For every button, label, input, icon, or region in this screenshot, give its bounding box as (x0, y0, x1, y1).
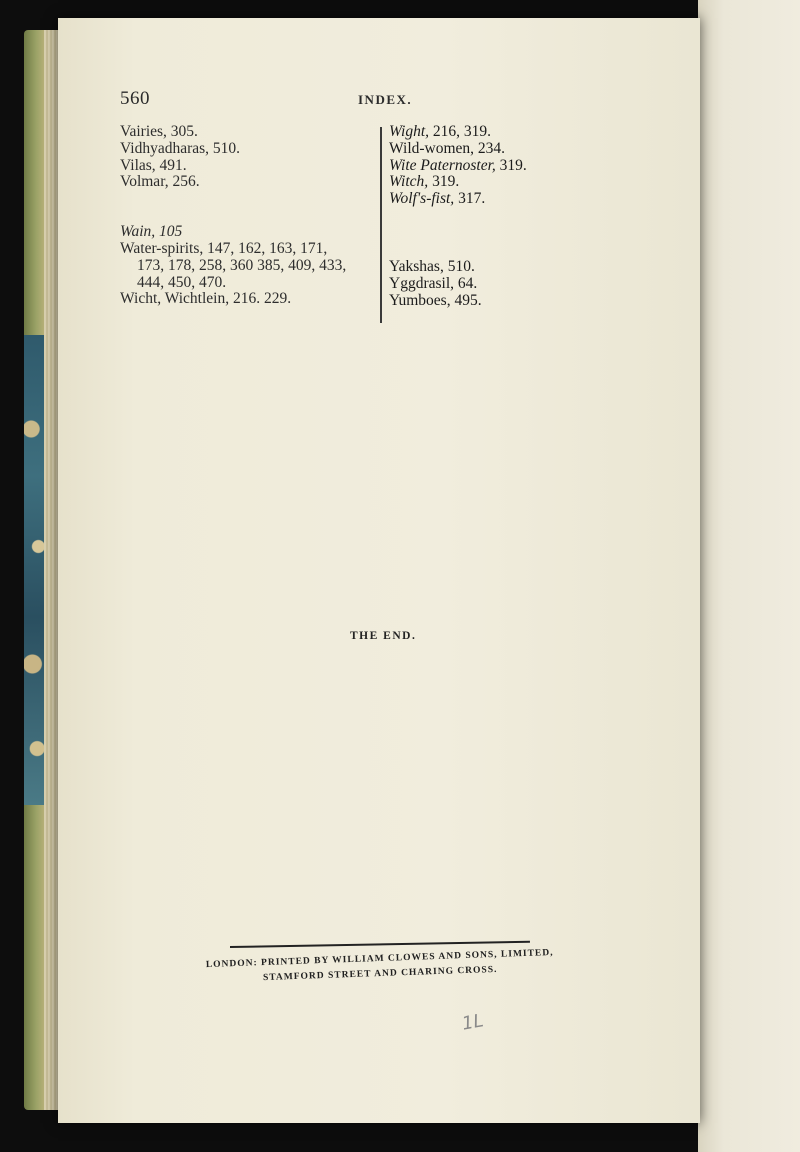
index-entry: Vidhyadharas, 510. (120, 139, 241, 157)
index-term: Witch, (389, 173, 429, 191)
index-term: Wolf's-fist, (389, 190, 455, 208)
index-pages: 317. (454, 190, 486, 208)
index-pages: 319. (495, 156, 527, 174)
printer-line-2: STAMFORD STREET AND CHARING CROSS. (262, 964, 498, 984)
page-number: 560 (120, 88, 150, 109)
letter-gap (120, 191, 380, 224)
index-entry (389, 141, 564, 158)
index-entry: Yumboes, 495. (389, 291, 482, 309)
the-end-label: THE END. (350, 630, 417, 642)
index-entry: Water-spirits, 147, 162, 163, 171, (120, 239, 328, 257)
index-entry (389, 124, 564, 141)
index-pages: 319. (428, 173, 460, 191)
index-entry: Wicht, Wichtlein, 216. 229. (120, 290, 292, 308)
index-entry: Vairies, 305. (120, 123, 198, 140)
index-entry: Yakshas, 510. (389, 257, 475, 275)
index-pages: 216, 319. (429, 123, 492, 140)
running-head: INDEX. (358, 92, 413, 107)
index-column-right (389, 124, 564, 309)
index-entry-continued: 173, 178, 258, 360 385, 409, 433, (137, 256, 347, 274)
index-entry-continued: 444, 450, 470. (137, 273, 227, 291)
letter-gap (389, 208, 564, 259)
facing-page (696, 0, 800, 1152)
index-entry: Wain, 105 (120, 223, 183, 241)
index-term: Wight, (389, 123, 430, 140)
index-term: Wite Paternoster, (389, 156, 496, 174)
index-entry (389, 158, 564, 175)
index-entry (389, 191, 564, 208)
index-entry: Yggdrasil, 64. (389, 274, 478, 292)
pencil-mark: 1L (460, 1010, 486, 1035)
index-entry: Vilas, 491. (120, 156, 187, 174)
index-term: Wild-women, (389, 139, 475, 157)
index-entry: Volmar, 256. (120, 173, 200, 191)
index-entry (389, 174, 564, 191)
index-pages: 234. (474, 139, 506, 157)
page-header (120, 88, 520, 118)
column-divider (380, 127, 382, 323)
printer-line-1: LONDON: PRINTED BY WILLIAM CLOWES AND SONS, LIMITED, (205, 947, 554, 971)
index-column-left (120, 124, 380, 308)
